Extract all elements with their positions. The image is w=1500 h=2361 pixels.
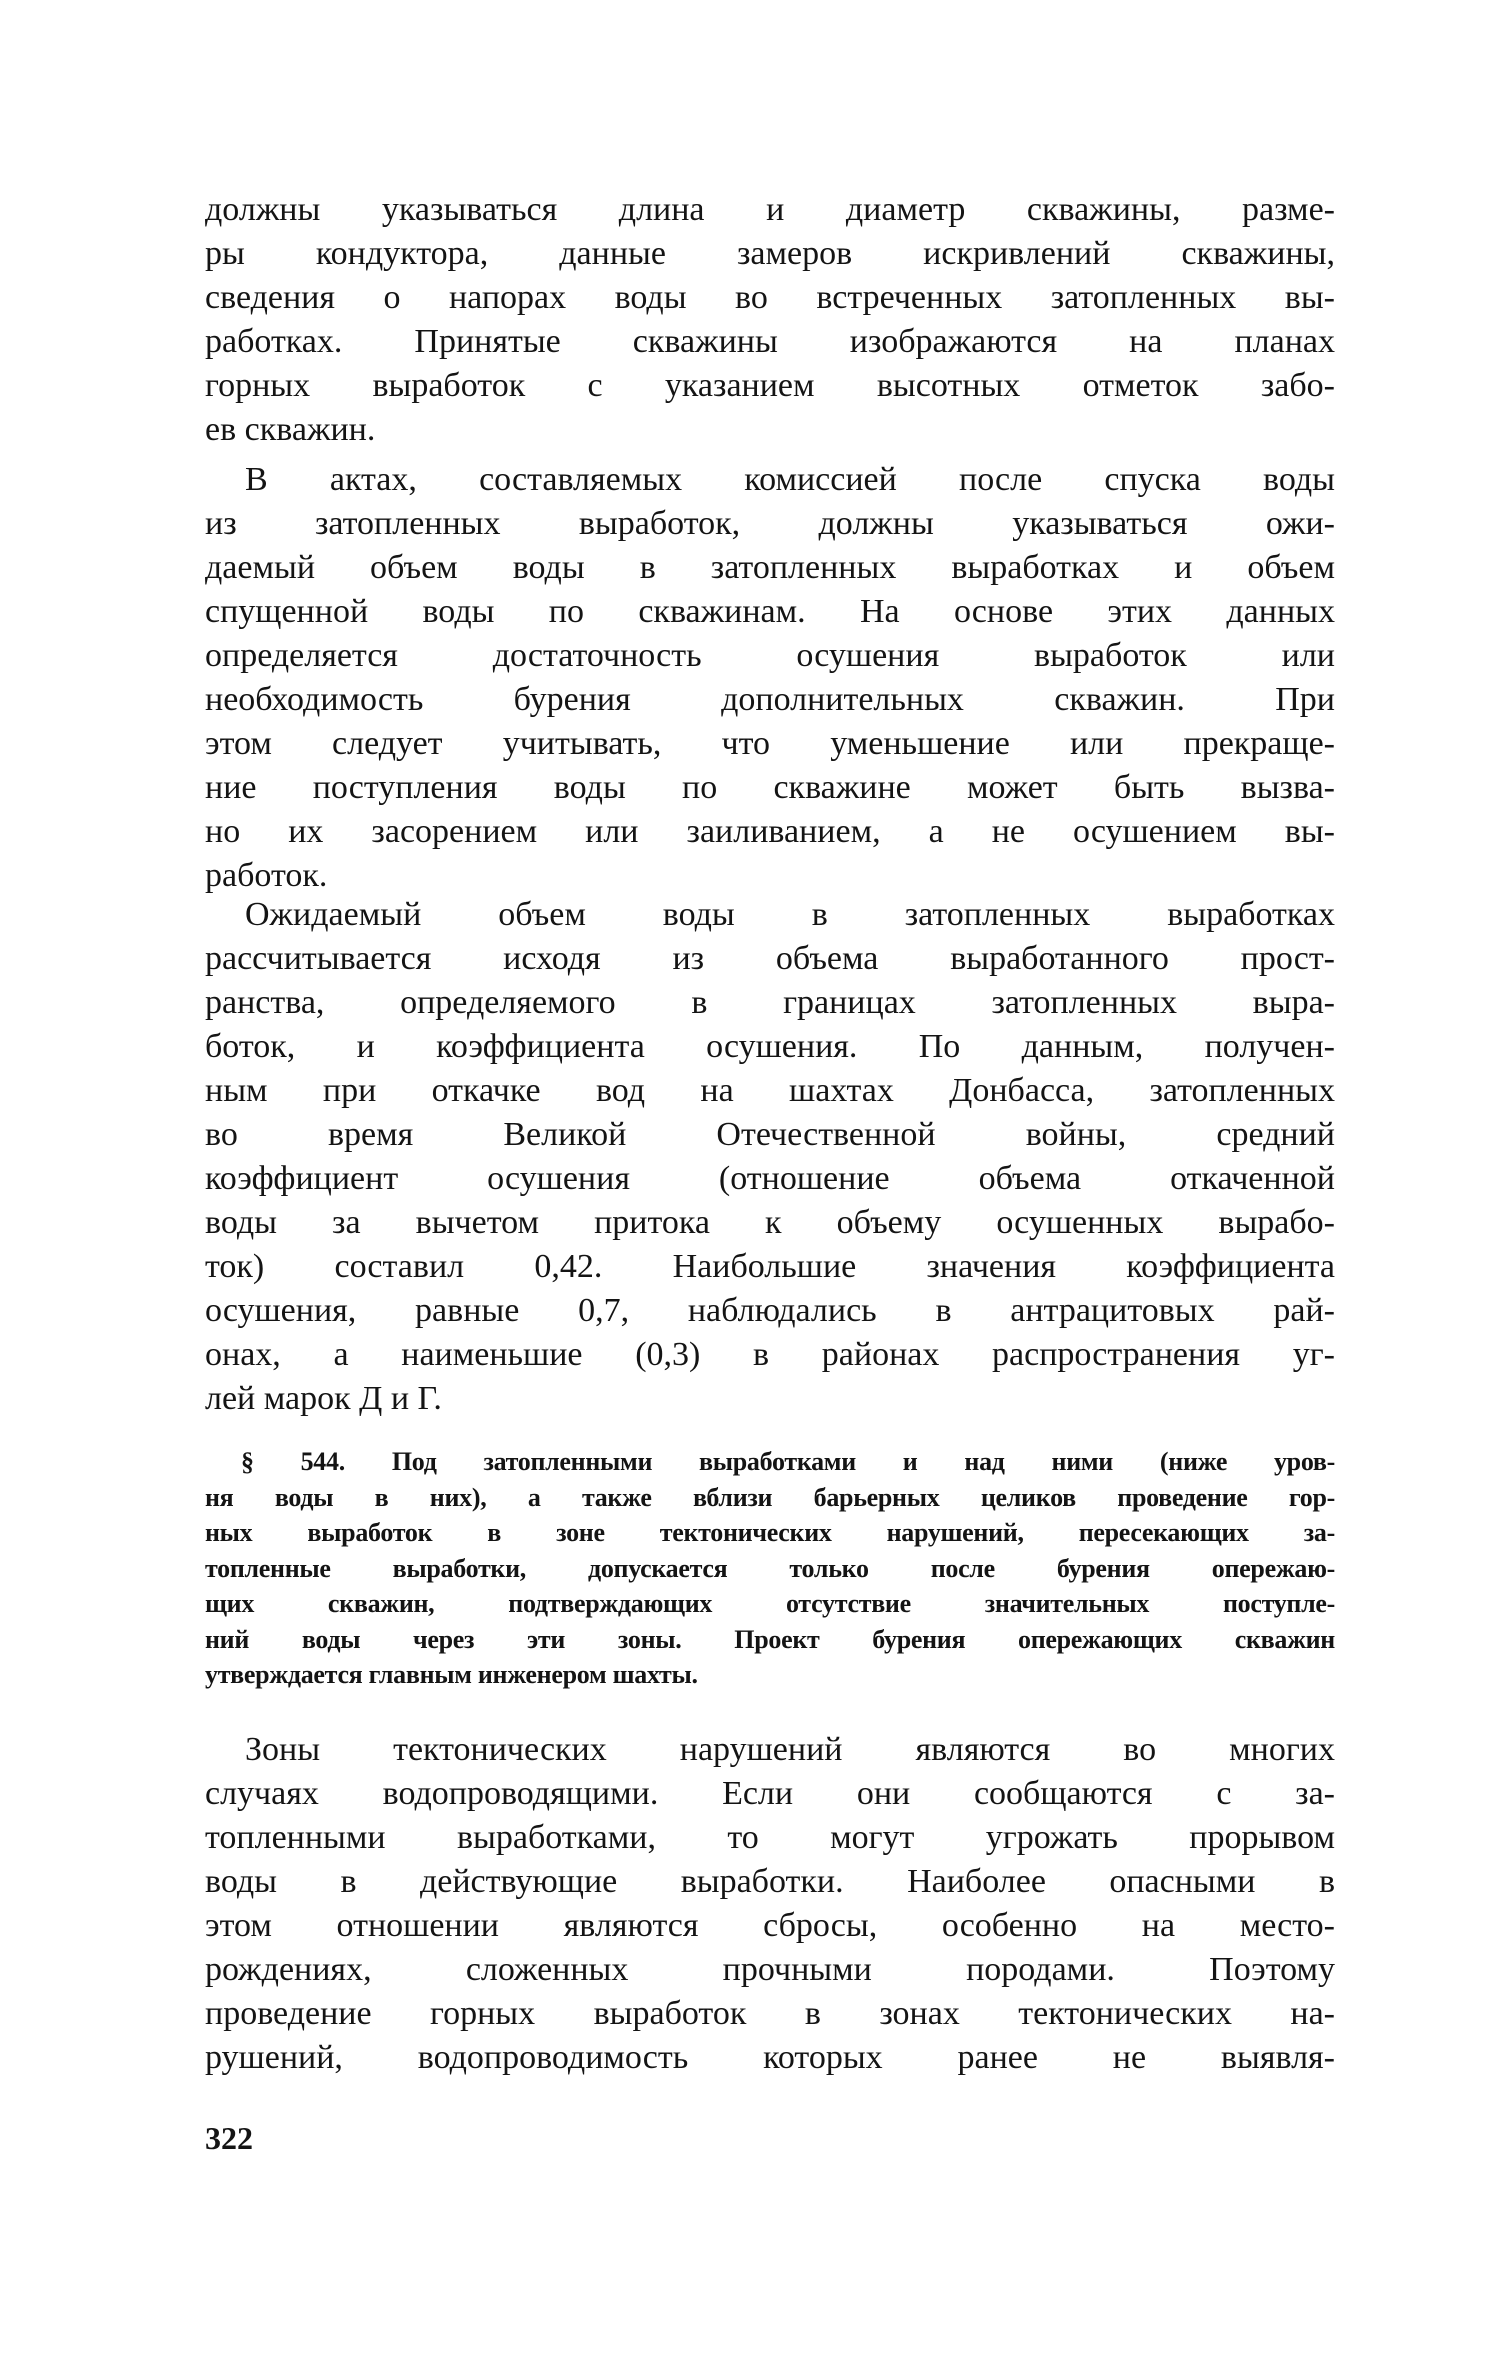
text-line: во время Великой Отечественной войны, средний [205, 1116, 1335, 1153]
text-line: топленные выработки, допускается только после бурения опережаю- [205, 1553, 1335, 1583]
text-line: должны указываться длина и диаметр скважины, разме- [205, 191, 1335, 228]
text-line: онах, а наименьшие (0,3) в районах распространения уг- [205, 1336, 1335, 1373]
text-line: работках. Принятые скважины изображаются на планах [205, 323, 1335, 360]
text-line: необходимость бурения дополнительных скважин. При [205, 681, 1335, 718]
text-line: воды за вычетом притока к объему осушенных вырабо- [205, 1204, 1335, 1241]
text-line: работок. [205, 857, 328, 894]
text-line: горных выработок с указанием высотных отметок забо- [205, 367, 1335, 404]
text-line: ние поступления воды по скважине может быть вызва- [205, 769, 1335, 806]
text-line: случаях водопроводящими. Если они сообщаются с за- [205, 1775, 1335, 1812]
text-line: коэффициент осушения (отношение объема откаченной [205, 1160, 1335, 1197]
text-line: этом следует учитывать, что уменьшение или прекраще- [205, 725, 1335, 762]
text-line: этом отношении являются сбросы, особенно на место- [205, 1907, 1335, 1944]
text-line: ных выработок в зоне тектонических нарушений, пересекающих за- [205, 1518, 1335, 1547]
paragraph-tectonic-zones [205, 1728, 1335, 2080]
text-line: утверждается главным инженером шахты. [205, 1660, 698, 1689]
section-544-rule [205, 1444, 1335, 1693]
paragraph-expected-volume [205, 893, 1335, 1421]
text-line: В актах, составляемых комиссией после спуска воды [245, 461, 1335, 498]
text-line: топленными выработками, то могут угрожать прорывом [205, 1819, 1335, 1856]
text-line: лей марок Д и Г. [205, 1380, 442, 1417]
text-line: Ожидаемый объем воды в затопленных выработках [245, 896, 1335, 933]
text-line: спущенной воды по скважинам. На основе этих данных [205, 593, 1335, 630]
text-line: ний воды через эти зоны. Проект бурения опережающих скважин [205, 1624, 1335, 1654]
text-line: боток, и коэффициента осушения. По данным, получен- [205, 1028, 1335, 1065]
text-line: ранства, определяемого в границах затопленных выра- [205, 984, 1335, 1021]
text-line: проведение горных выработок в зонах тектонических на- [205, 1995, 1335, 2032]
text-line: воды в действующие выработки. Наиболее опасными в [205, 1863, 1335, 1900]
text-line: даемый объем воды в затопленных выработках и объем [205, 549, 1335, 586]
text-line: щих скважин, подтверждающих отсутствие значительных поступле- [205, 1589, 1335, 1618]
text-line: рассчитывается исходя из объема выработанного прост- [205, 940, 1335, 977]
paragraph-acts [205, 458, 1335, 898]
page-number: 322 [205, 2120, 253, 2156]
text-line: ным при откачке вод на шахтах Донбасса, затопленных [205, 1072, 1335, 1109]
text-line: определяется достаточность осушения выработок или [205, 637, 1335, 674]
text-line: § 544. Под затопленными выработками и над ними (ниже уров- [241, 1447, 1335, 1476]
text-line: ток) составил 0,42. Наибольшие значения коэффициента [205, 1248, 1335, 1285]
text-line: ры кондуктора, данные замеров искривлений скважины, [205, 235, 1335, 272]
text-line: сведения о напорах воды во встреченных затопленных вы- [205, 279, 1335, 316]
text-line: ев скважин. [205, 411, 376, 448]
text-line: но их засорением или заиливанием, а не осушением вы- [205, 813, 1335, 850]
paragraph-continued [205, 188, 1335, 452]
text-line: ня воды в них), а также вблизи барьерных целиков проведение гор- [205, 1482, 1335, 1512]
text-line: рушений, водопроводимость которых ранее не выявля- [205, 2039, 1335, 2076]
text-line: Зоны тектонических нарушений являются во многих [245, 1731, 1335, 1768]
text-line: осушения, равные 0,7, наблюдались в антрацитовых рай- [205, 1292, 1335, 1329]
text-line: из затопленных выработок, должны указываться ожи- [205, 505, 1335, 542]
text-line: рождениях, сложенных прочными породами. Поэтому [205, 1951, 1335, 1988]
